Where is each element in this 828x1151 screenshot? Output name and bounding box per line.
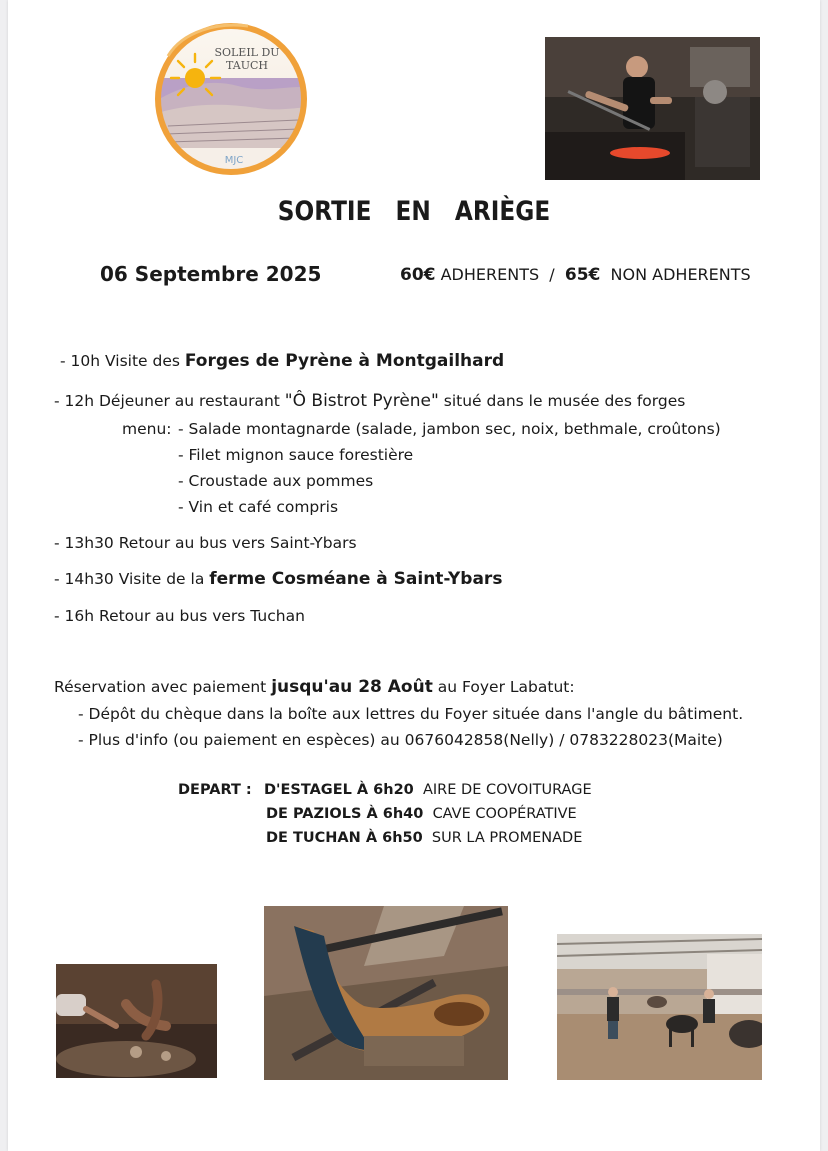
- departure-stop-2: DE PAZIOLS À 6h40 CAVE COOPÉRATIVE: [266, 806, 577, 822]
- event-price: [400, 265, 751, 285]
- reservation-intro: [54, 677, 575, 697]
- title-word-3: ARIÈGE: [454, 196, 551, 227]
- menu-item: - Filet mignon sauce forestière: [178, 446, 414, 464]
- schedule-item-2: [54, 391, 685, 411]
- schedule-suffix: situé dans le musée des forges: [438, 392, 686, 410]
- schedule-highlight: "Ô Bistrot Pyrène": [284, 391, 439, 411]
- schedule-text: - 16h Retour au bus vers Tuchan: [54, 607, 305, 625]
- logo-emblem: [148, 16, 314, 182]
- wooden-clog-photo: [264, 906, 508, 1080]
- price-members-amount: 60€: [400, 265, 436, 285]
- reservation-deadline: jusqu'au 28 Août: [271, 677, 433, 697]
- title-word-2: EN: [395, 196, 431, 227]
- schedule-text: - 14h30 Visite de la: [54, 570, 210, 588]
- soleil-du-tauch-logo: [148, 16, 314, 182]
- price-non-members-label: NON ADHERENTS: [610, 265, 751, 284]
- schedule-highlight: Forges de Pyrène à Montgailhard: [184, 351, 505, 371]
- reservation-item: - Dépôt du chèque dans la boîte aux lettres du Foyer située dans l'angle du bâtiment.: [78, 705, 744, 723]
- event-date: 06 Septembre 2025: [100, 262, 322, 286]
- logo-monogram: MJC: [224, 155, 244, 166]
- logo-text-line1: SOLEIL DU: [214, 46, 280, 59]
- donkey-farm-photo: [557, 934, 762, 1080]
- price-separator: /: [549, 265, 555, 284]
- menu-item: - Croustade aux pommes: [178, 472, 374, 490]
- flyer-page: [8, 0, 820, 1151]
- schedule-text: - 13h30 Retour au bus vers Saint-Ybars: [54, 534, 357, 552]
- departure-stop-1: D'ESTAGEL À 6h20 AIRE DE COVOITURAGE: [264, 782, 592, 798]
- schedule-highlight: ferme Cosméane à Saint-Ybars: [209, 569, 503, 589]
- price-non-members-amount: 65€: [564, 265, 601, 285]
- blacksmith-forge-photo: [545, 37, 760, 180]
- departure-stop-3: DE TUCHAN À 6h50 SUR LA PROMENADE: [266, 830, 583, 846]
- logo-text-line2: TAUCH: [226, 59, 268, 72]
- reservation-suffix: au Foyer Labatut:: [432, 678, 575, 696]
- schedule-item-4: [54, 569, 502, 589]
- reservation-item: - Plus d'info (ou paiement en espèces) au 0676042858(Nelly) / 0783228023(Maite): [78, 731, 723, 749]
- title-word-1: SORTIE: [277, 196, 372, 227]
- price-members-label: ADHERENTS: [440, 265, 540, 284]
- schedule-item-3: [54, 534, 357, 552]
- page-title: [65, 196, 763, 227]
- crafting-hands-photo: [56, 964, 217, 1078]
- menu-item: - Salade montagnarde (salade, jambon sec, noix, bethmale, croûtons): [178, 420, 721, 438]
- schedule-item-1: [60, 351, 504, 371]
- schedule-item-5: [54, 607, 305, 625]
- reservation-text: Réservation avec paiement: [54, 678, 272, 696]
- menu-item: - Vin et café compris: [178, 498, 339, 516]
- menu-label: menu:: [122, 420, 172, 438]
- schedule-text: - 12h Déjeuner au restaurant: [54, 392, 285, 410]
- schedule-text: - 10h Visite des: [60, 352, 185, 370]
- departure-label: DEPART :: [178, 782, 252, 798]
